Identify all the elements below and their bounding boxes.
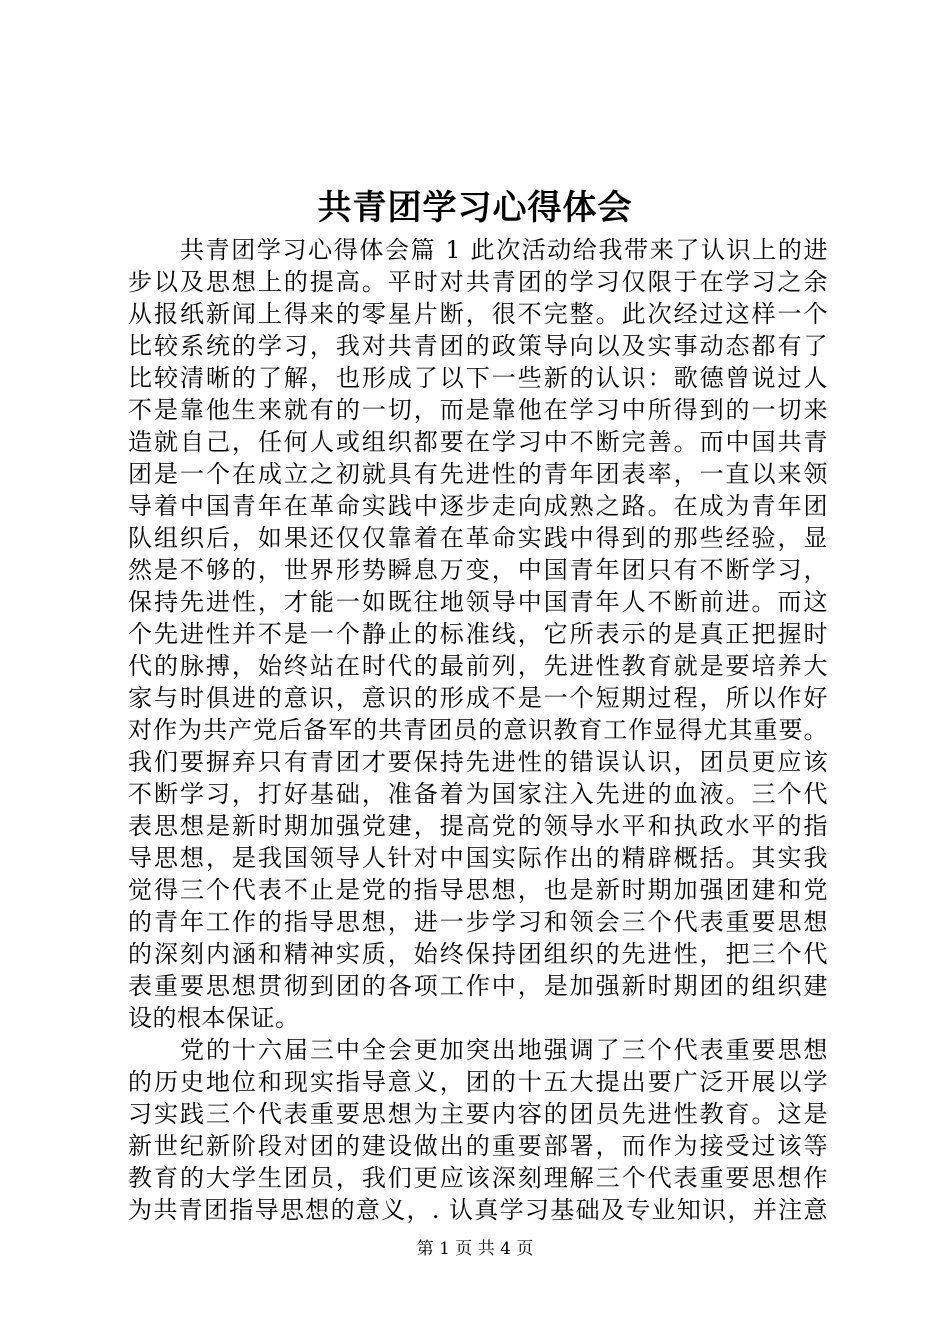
- text-line: 导着中国青年在革命实践中逐步走向成熟之路。在成为青年团: [128, 492, 828, 520]
- text-line: 家与时俱进的意识，意识的形成不是一个短期过程，所以作好: [128, 684, 828, 712]
- text-line: 保持先进性，才能一如既往地领导中国青年人不断前进。而这: [128, 588, 828, 616]
- paragraph-2: [128, 1034, 828, 1226]
- text-line: 习实践三个代表重要思想为主要内容的团员先进性教育。这是: [128, 1100, 828, 1128]
- text-line: 导思想，是我国领导人针对中国实际作出的精辟概括。其实我: [128, 844, 828, 872]
- text-line: 为共青团指导思想的意义，. 认真学习基础及专业知识，并注意: [128, 1196, 828, 1224]
- text-line: 我们要摒弃只有青团才要保持先进性的错误认识，团员更应该: [128, 748, 828, 776]
- text-line: 代的脉搏，始终站在时代的最前列，先进性教育就是要培养大: [128, 652, 828, 680]
- text-line: 队组织后，如果还仅仅靠着在革命实践中得到的那些经验，显: [128, 524, 828, 552]
- document-body: [128, 234, 828, 1226]
- text-line: 表重要思想贯彻到团的各项工作中，是加强新时期团的组织建: [128, 972, 828, 1000]
- text-line: 新世纪新阶段对团的建设做出的重要部署，而作为接受过该等: [128, 1132, 828, 1160]
- text-line: 教育的大学生团员，我们更应该深刻理解三个代表重要思想作: [128, 1164, 828, 1192]
- text-line: 共青团学习心得体会篇 1 此次活动给我带来了认识上的进: [180, 236, 828, 264]
- page-number-footer: 第 1 页 共 4 页: [416, 1239, 534, 1259]
- text-line: 比较清晰的了解，也形成了以下一些新的认识：歌德曾说过人: [128, 364, 828, 392]
- text-line: 对作为共产党后备军的共青团员的意识教育工作显得尤其重要。: [128, 716, 828, 744]
- text-line: 造就自己，任何人或组织都要在学习中不断完善。而中国共青: [128, 428, 828, 456]
- text-line: 设的根本保证。: [128, 1004, 300, 1032]
- text-line: 的青年工作的指导思想，进一步学习和领会三个代表重要思想: [128, 908, 828, 936]
- text-line: 个先进性并不是一个静止的标准线，它所表示的是真正把握时: [128, 620, 828, 648]
- text-line: 党的十六届三中全会更加突出地强调了三个代表重要思想: [180, 1036, 828, 1064]
- document-title: 共青团学习心得体会: [317, 188, 633, 228]
- text-line: 觉得三个代表不止是党的指导思想，也是新时期加强团建和党: [128, 876, 828, 904]
- text-line: 表思想是新时期加强党建，提高党的领导水平和执政水平的指: [128, 812, 828, 840]
- text-line: 不是靠他生来就有的一切，而是靠他在学习中所得到的一切来: [128, 396, 828, 424]
- text-line: 不断学习，打好基础，准备着为国家注入先进的血液。三个代: [128, 780, 828, 808]
- text-line: 的深刻内涵和精神实质，始终保持团组织的先进性，把三个代: [128, 940, 828, 968]
- text-line: 比较系统的学习，我对共青团的政策导向以及实事动态都有了: [128, 332, 828, 360]
- text-line: 的历史地位和现实指导意义，团的十五大提出要广泛开展以学: [128, 1068, 828, 1096]
- text-line: 团是一个在成立之初就具有先进性的青年团表率，一直以来领: [128, 460, 828, 488]
- paragraph-1: [128, 234, 828, 1034]
- text-line: 然是不够的，世界形势瞬息万变，中国青年团只有不断学习，: [128, 556, 828, 584]
- text-line: 从报纸新闻上得来的零星片断，很不完整。此次经过这样一个: [128, 300, 828, 328]
- text-line: 步以及思想上的提高。平时对共青团的学习仅限于在学习之余: [128, 268, 828, 296]
